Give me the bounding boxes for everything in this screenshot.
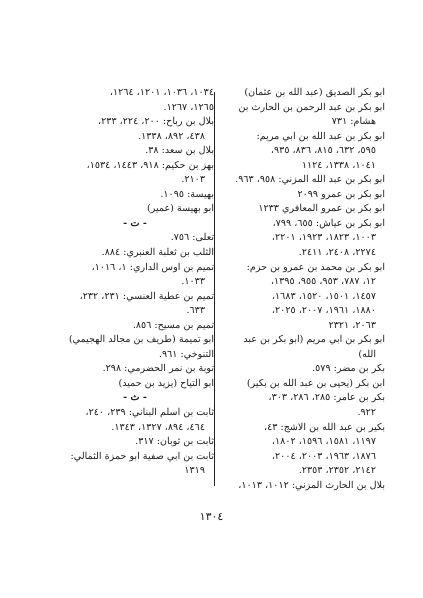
index-entry-line: ابو بكر بن عمرو المعافري ١٢٣٣ xyxy=(258,203,385,215)
index-entry-line: ابن بكر (يحيى بن عبد الله بن بكير) xyxy=(246,377,385,389)
index-entry-line: هشام: ٧٣١ xyxy=(331,116,376,128)
index-entry-line: التنوخي: ٩٦١. xyxy=(158,348,214,360)
section-letter-heading: - ث - xyxy=(123,392,147,404)
index-entry-line: ١٢٦٥، ١٢٦٧. xyxy=(163,101,214,113)
index-entry-line: تميم بن اوس الداري: ١، ١٠١٦، xyxy=(91,261,214,273)
index-entry-line: ١٨٨٠، ١٩٦١، ٢٠٠٧، ٢٠٢٥، xyxy=(271,305,376,317)
index-entry-line: بكر بن مضر: ٥٧٩. xyxy=(312,363,385,375)
index-entry-line: ابو بكر بن محمد بن عمرو بن حزم: xyxy=(246,261,385,273)
index-entry-line: بهيسة: ١٠٩٥. xyxy=(160,188,214,200)
index-entry-line: ١٢، ٧٨٧، ٩٥٣، ٩٥٥، ١٣٩٥، xyxy=(270,276,376,288)
index-entry-line: ٤٦٤، ٨٩٤، ١٣٢٧، ١٣٤٣. xyxy=(111,421,205,433)
index-entry-line: ابو بكر بن عبد الرحمن بن الحارث بن xyxy=(238,101,385,113)
index-entry-line: بلال بن رباح: ٢٠٠، ٢٢٤، ٢٣٣، xyxy=(98,116,214,128)
index-entry-line: ثابت بن ثوبان: ٣١٧. xyxy=(135,436,214,448)
page-number: ١٣٠٤ xyxy=(199,510,224,523)
index-entry-line: تميم بن مسيح: ٨٥٦. xyxy=(132,319,214,331)
index-entry-line: ١٨٧٦، ١٩٦٣، ٢٠٠٣، ٢٠٠٤، xyxy=(271,450,376,462)
index-entry-line: ابو التياح (يزيد بن حميد) xyxy=(118,377,214,389)
index-entry-line: ١٤٥٧، ١٥٠١، ١٥٢٠، ١٦٨٣، xyxy=(271,290,376,302)
index-entry-line: ابو بكر بن عبد الله المزني: ٩٥٨، ٩٦٣. xyxy=(235,174,385,186)
index-entry-line: بلال بن الحارث المزني: ١٠١٢، ١٠١٣، xyxy=(238,479,385,491)
index-entry-line: ١٠٣٣. xyxy=(181,276,205,288)
index-entry-line: ٦٣٣. xyxy=(186,305,205,317)
index-entry-line: ابو بكر الصديق (عبد الله بن عثمان) xyxy=(244,87,385,98)
index-entry-line: ثابت بن ابي صفية ابو حمزة الثمالي: xyxy=(70,450,214,462)
index-entry-line: الله) xyxy=(358,348,376,360)
index-entry-line: بكير بن عبد الله بن الاشج: ٤٣، xyxy=(264,421,385,433)
index-entry-line: توبة بن نمر الحضرمي: ٢٩٨. xyxy=(102,363,214,375)
index-entry-line: ٢٠٦٣، ٢٣٢١ xyxy=(328,319,376,331)
index-column-left xyxy=(56,86,214,479)
index-entry-line: ٢١٠٣. xyxy=(181,174,205,186)
index-entry-line: ابو بكر بن عياش: ٦٥٥، ٧٩٩، xyxy=(272,217,385,229)
index-entry-line: ٢١٤٢، ٢٣٥٢، ٢٣٥٣. xyxy=(298,465,376,477)
index-entry-line: تعلى: ٧٥٦. xyxy=(170,232,214,244)
index-entry-line: تميم بن عطية العنسي: ٢٣١، ٢٣٢، xyxy=(79,290,214,302)
index-entry-line: ٤٣٨، ٨٩٢، ١٣٣٨. xyxy=(138,130,205,142)
index-entry-line: ٥٩٥، ٦٣٢، ٨١٥، ٨٣٦، ٩٣٥، xyxy=(270,145,376,157)
index-entry-line: بلال بن سعد: ٣٨. xyxy=(145,145,214,157)
index-entry-line: ٢٢٧٤، ٢٤٠٨، ٢٤١١. xyxy=(298,247,376,259)
index-entry-line: ابو بكر بن عبد الله بن ابي مريم: xyxy=(256,130,385,142)
index-entry-line: بكر بن عامر: ٢٨٥، ٢٨٦، ٣٠٣، xyxy=(268,392,385,404)
column-divider xyxy=(214,92,215,486)
index-entry-line: بهز بن حكيم: ٩١٨، ١٤٤٣، ١٥٣٤، xyxy=(86,159,214,171)
index-entry-line: ١٣١٩ xyxy=(184,465,205,477)
index-entry-line: ٩٢٢. xyxy=(357,407,376,419)
index-entry-line: ١٠٣٤، ١٠٣٦، ١٢٠١، ١٢٦٤، xyxy=(109,87,214,98)
section-letter-heading: - ت - xyxy=(123,217,147,229)
index-entry-line: ١١٩٧، ١٥٨١، ١٥٩٦، ١٨٠٢، xyxy=(271,436,376,448)
index-column-right xyxy=(209,86,385,493)
index-entry-line: ١٠٠٣، ١٨٢٣، ١٩٢٣، ٢٢٠١، xyxy=(271,232,376,244)
index-entry-line: ١٠٤١، ١٣٣٨، ١١٢٤ xyxy=(301,159,376,171)
index-entry-line: الثلب بن ثعلبة العنبري: ٨٨٤. xyxy=(101,247,214,259)
index-entry-line: ابو بهيسة (عمير) xyxy=(146,203,214,215)
index-entry-line: ابو تميمة (طريف بن مجالد الهجيمي) xyxy=(68,334,214,346)
index-entry-line: ابو بكر بن عمرو ٢٠٩٩ xyxy=(297,188,385,200)
index-entry-line: ثابت بن اسلم البناني: ٢٣٩، ٢٤٠، xyxy=(85,407,214,419)
index-entry-line: ابو بكر بن ابي مريم (ابو بكر بن عبد xyxy=(243,334,385,346)
